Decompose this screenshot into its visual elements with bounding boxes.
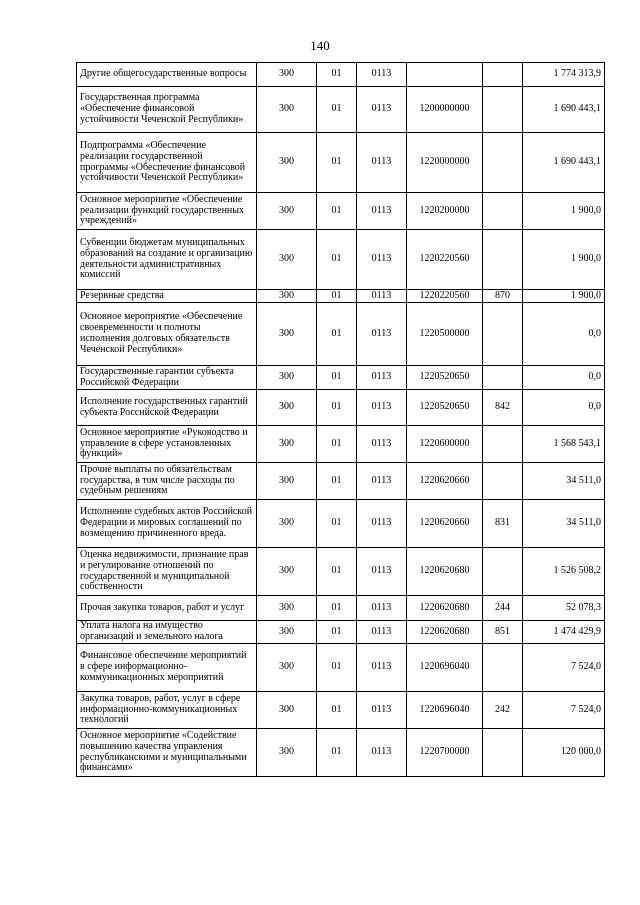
row-expense-type: 244 xyxy=(483,596,523,621)
row-section: 01 xyxy=(317,548,357,596)
row-expense-type xyxy=(483,548,523,596)
row-target-article: 1220220560 xyxy=(407,290,483,303)
row-name: Резервные средства xyxy=(77,290,257,303)
row-section: 01 xyxy=(317,463,357,500)
row-admin-code: 300 xyxy=(257,230,317,290)
row-section: 01 xyxy=(317,366,357,390)
row-target-article: 1220620660 xyxy=(407,500,483,548)
row-admin-code: 300 xyxy=(257,63,317,87)
row-sum: 1 900,0 xyxy=(523,193,605,230)
table-row xyxy=(77,596,605,621)
row-target-article: 1220620680 xyxy=(407,548,483,596)
row-target-article: 1220700000 xyxy=(407,729,483,777)
row-name: Исполнение судебных актов Российской Федерации и мировых соглашений по возмещению причиненного вреда. xyxy=(77,500,257,548)
row-section: 01 xyxy=(317,729,357,777)
row-subsection: 0113 xyxy=(357,621,407,644)
row-subsection: 0113 xyxy=(357,230,407,290)
table-row xyxy=(77,548,605,596)
row-expense-type xyxy=(483,463,523,500)
row-admin-code: 300 xyxy=(257,193,317,230)
row-subsection: 0113 xyxy=(357,548,407,596)
row-sum: 1 474 429,9 xyxy=(523,621,605,644)
row-name: Государственная программа «Обеспечение финансовой устойчивости Чеченской Республики» xyxy=(77,87,257,133)
row-subsection: 0113 xyxy=(357,390,407,426)
row-name: Прочие выплаты по обязательствам государства, в том числе расходы по судебным решениям xyxy=(77,463,257,500)
row-section: 01 xyxy=(317,303,357,366)
row-sum: 0,0 xyxy=(523,303,605,366)
row-name: Прочая закупка товаров, работ и услуг xyxy=(77,596,257,621)
row-section: 01 xyxy=(317,230,357,290)
row-section: 01 xyxy=(317,290,357,303)
row-expense-type: 851 xyxy=(483,621,523,644)
row-name: Уплата налога на имущество организаций и земельного налога xyxy=(77,621,257,644)
row-target-article: 1200000000 xyxy=(407,87,483,133)
row-target-article: 1220520650 xyxy=(407,366,483,390)
row-subsection: 0113 xyxy=(357,463,407,500)
row-name: Основное мероприятие «Руководство и управление в сфере установленных функций» xyxy=(77,426,257,463)
table-row xyxy=(77,644,605,692)
row-section: 01 xyxy=(317,390,357,426)
row-expense-type xyxy=(483,193,523,230)
row-subsection: 0113 xyxy=(357,729,407,777)
row-target-article: 1220620680 xyxy=(407,621,483,644)
row-expense-type xyxy=(483,87,523,133)
row-target-article: 1220500000 xyxy=(407,303,483,366)
row-subsection: 0113 xyxy=(357,644,407,692)
row-expense-type xyxy=(483,729,523,777)
row-sum: 52 078,3 xyxy=(523,596,605,621)
row-name: Другие общегосударственные вопросы xyxy=(77,63,257,87)
row-sum: 7 524,0 xyxy=(523,692,605,729)
row-admin-code: 300 xyxy=(257,500,317,548)
row-subsection: 0113 xyxy=(357,87,407,133)
row-admin-code: 300 xyxy=(257,644,317,692)
row-name: Подпрограмма «Обеспечение реализации государственной программы «Обеспечение финансовой устойчивости Чеченской Республики» xyxy=(77,133,257,193)
row-subsection: 0113 xyxy=(357,692,407,729)
row-expense-type xyxy=(483,230,523,290)
row-subsection: 0113 xyxy=(357,133,407,193)
row-expense-type xyxy=(483,366,523,390)
row-expense-type xyxy=(483,63,523,87)
row-admin-code: 300 xyxy=(257,426,317,463)
row-expense-type: 242 xyxy=(483,692,523,729)
row-sum: 0,0 xyxy=(523,390,605,426)
page-number: 140 xyxy=(310,38,330,53)
row-subsection: 0113 xyxy=(357,290,407,303)
row-admin-code: 300 xyxy=(257,729,317,777)
row-name: Закупка товаров, работ, услуг в сфере информационно-коммуникационных технологий xyxy=(77,692,257,729)
row-sum: 1 526 508,2 xyxy=(523,548,605,596)
row-target-article: 1220620680 xyxy=(407,596,483,621)
row-subsection: 0113 xyxy=(357,193,407,230)
row-admin-code: 300 xyxy=(257,290,317,303)
row-target-article: 1220000000 xyxy=(407,133,483,193)
row-name: Исполнение государственных гарантий субъекта Российской Федерации xyxy=(77,390,257,426)
row-expense-type: 842 xyxy=(483,390,523,426)
table-row xyxy=(77,63,605,87)
row-section: 01 xyxy=(317,500,357,548)
row-section: 01 xyxy=(317,193,357,230)
row-admin-code: 300 xyxy=(257,87,317,133)
row-expense-type xyxy=(483,426,523,463)
row-target-article: 1220200000 xyxy=(407,193,483,230)
row-sum: 1 900,0 xyxy=(523,230,605,290)
row-sum: 34 511,0 xyxy=(523,463,605,500)
row-expense-type xyxy=(483,303,523,366)
table-row xyxy=(77,87,605,133)
row-name: Оценка недвижимости, признание прав и регулирование отношений по государственной и муниципальной собственности xyxy=(77,548,257,596)
row-admin-code: 300 xyxy=(257,390,317,426)
row-sum: 1 774 313,9 xyxy=(523,63,605,87)
row-sum: 34 511,0 xyxy=(523,500,605,548)
table-row xyxy=(77,133,605,193)
table-row xyxy=(77,426,605,463)
row-sum: 1 568 543,1 xyxy=(523,426,605,463)
row-sum: 7 524,0 xyxy=(523,644,605,692)
row-subsection: 0113 xyxy=(357,500,407,548)
table-row xyxy=(77,366,605,390)
row-target-article: 1220696040 xyxy=(407,644,483,692)
row-name: Финансовое обеспечение мероприятий в сфере информационно-коммуникационных мероприятий xyxy=(77,644,257,692)
row-section: 01 xyxy=(317,133,357,193)
row-section: 01 xyxy=(317,621,357,644)
row-name: Государственные гарантии субъекта Российской Федерации xyxy=(77,366,257,390)
row-section: 01 xyxy=(317,87,357,133)
row-section: 01 xyxy=(317,644,357,692)
table-row xyxy=(77,390,605,426)
row-admin-code: 300 xyxy=(257,548,317,596)
row-sum: 120 000,0 xyxy=(523,729,605,777)
row-target-article xyxy=(407,63,483,87)
row-sum: 1 690 443,1 xyxy=(523,87,605,133)
row-name: Субвенции бюджетам муниципальных образований на создание и организацию деятельности административных комиссий xyxy=(77,230,257,290)
row-target-article: 1220696040 xyxy=(407,692,483,729)
row-subsection: 0113 xyxy=(357,596,407,621)
row-admin-code: 300 xyxy=(257,463,317,500)
row-admin-code: 300 xyxy=(257,366,317,390)
row-section: 01 xyxy=(317,426,357,463)
row-target-article: 1220620660 xyxy=(407,463,483,500)
row-expense-type: 870 xyxy=(483,290,523,303)
row-target-article: 1220220560 xyxy=(407,230,483,290)
row-subsection: 0113 xyxy=(357,426,407,463)
row-expense-type xyxy=(483,644,523,692)
table-row xyxy=(77,303,605,366)
row-name: Основное мероприятие «Обеспечение реализации функций государственных учреждений» xyxy=(77,193,257,230)
row-subsection: 0113 xyxy=(357,366,407,390)
table-row xyxy=(77,193,605,230)
table-row xyxy=(77,463,605,500)
row-expense-type: 831 xyxy=(483,500,523,548)
row-section: 01 xyxy=(317,63,357,87)
row-name: Основное мероприятие «Обеспечение своевременности и полноты исполнения долговых обязательств Чеченской Республики» xyxy=(77,303,257,366)
table-row xyxy=(77,230,605,290)
row-sum: 0,0 xyxy=(523,366,605,390)
row-sum: 1 690 443,1 xyxy=(523,133,605,193)
table-row xyxy=(77,621,605,644)
row-sum: 1 900,0 xyxy=(523,290,605,303)
budget-table xyxy=(76,62,605,777)
row-admin-code: 300 xyxy=(257,621,317,644)
row-target-article: 1220600000 xyxy=(407,426,483,463)
row-section: 01 xyxy=(317,692,357,729)
row-target-article: 1220520650 xyxy=(407,390,483,426)
table-row xyxy=(77,729,605,777)
row-section: 01 xyxy=(317,596,357,621)
row-admin-code: 300 xyxy=(257,596,317,621)
row-admin-code: 300 xyxy=(257,692,317,729)
row-subsection: 0113 xyxy=(357,63,407,87)
table-row xyxy=(77,500,605,548)
row-expense-type xyxy=(483,133,523,193)
row-admin-code: 300 xyxy=(257,303,317,366)
row-subsection: 0113 xyxy=(357,303,407,366)
table-row xyxy=(77,692,605,729)
table-row xyxy=(77,290,605,303)
row-admin-code: 300 xyxy=(257,133,317,193)
row-name: Основное мероприятие «Содействие повышению качества управления республиканскими и муниципальными финансами» xyxy=(77,729,257,777)
